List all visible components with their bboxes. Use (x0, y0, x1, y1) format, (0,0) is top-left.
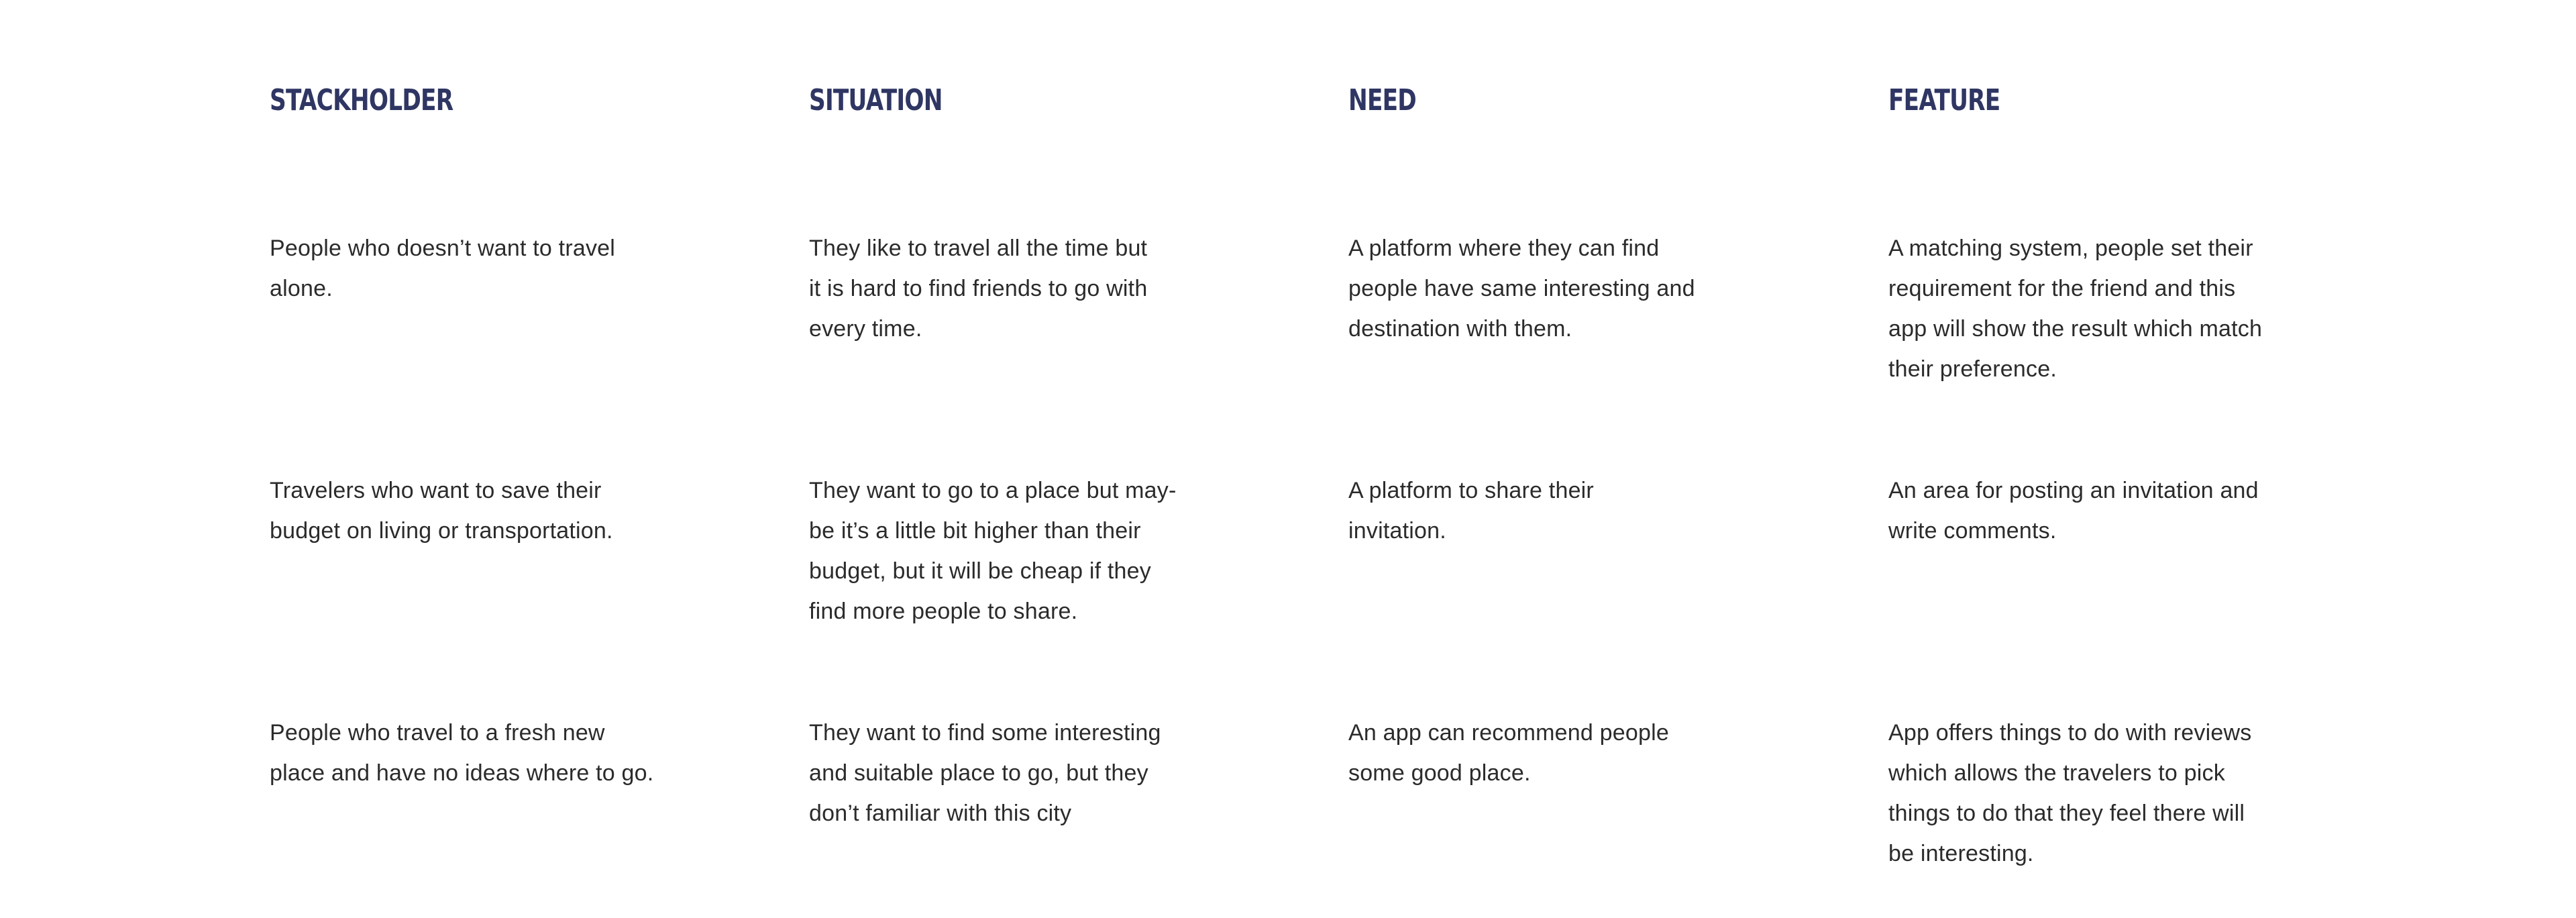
cell-line: People who travel to a fresh new (270, 720, 605, 746)
header-need: NEED (1348, 83, 1416, 117)
cell-need-3 (1348, 713, 1724, 793)
cell-line: people have same interesting and (1348, 276, 1695, 301)
cell-line: Travelers who want to save their (270, 478, 602, 503)
cell-line: which allows the travelers to pick (1888, 760, 2225, 786)
cell-stackholder-2 (270, 470, 645, 551)
cell-line: it is hard to find friends to go with (809, 276, 1148, 301)
cell-line: A platform where they can find (1348, 236, 1660, 261)
cell-situation-3 (809, 713, 1185, 833)
cell-line: things to do that they feel there will (1888, 801, 2245, 826)
cell-stackholder-1 (270, 228, 645, 309)
cell-line: budget, but it will be cheap if they (809, 558, 1151, 584)
cell-line: alone. (270, 276, 333, 301)
cell-line: app will show the result which match (1888, 316, 2263, 342)
cell-line: every time. (809, 316, 922, 342)
cell-line: be interesting. (1888, 841, 2034, 866)
cell-feature-1 (1888, 228, 2264, 389)
cell-line: be it’s a little bit higher than their (809, 518, 1141, 544)
cell-stackholder-3 (270, 713, 654, 793)
cell-need-2 (1348, 470, 1724, 551)
cell-line: They like to travel all the time but (809, 236, 1148, 261)
cell-line: place and have no ideas where to go. (270, 760, 654, 786)
cell-line: A platform to share their (1348, 478, 1594, 503)
cell-line: They want to go to a place but may- (809, 478, 1177, 503)
cell-situation-1 (809, 228, 1185, 349)
cell-line: invitation. (1348, 518, 1446, 544)
cell-line: An app can recommend people (1348, 720, 1669, 746)
cell-line: don’t familiar with this city (809, 801, 1072, 826)
cell-line: An area for posting an invitation and (1888, 478, 2259, 503)
cell-line: A matching system, people set their (1888, 236, 2253, 261)
cell-line: People who doesn’t want to travel (270, 236, 616, 261)
cell-need-1 (1348, 228, 1724, 349)
header-stackholder: STACKHOLDER (270, 83, 453, 117)
cell-line: budget on living or transportation. (270, 518, 613, 544)
cell-line: They want to find some interesting (809, 720, 1161, 746)
cell-line: find more people to share. (809, 599, 1078, 624)
cell-line: App offers things to do with reviews (1888, 720, 2252, 746)
cell-line: some good place. (1348, 760, 1531, 786)
cell-line: and suitable place to go, but they (809, 760, 1148, 786)
cell-feature-3 (1888, 713, 2264, 874)
cell-line: write comments. (1888, 518, 2057, 544)
cell-line: requirement for the friend and this (1888, 276, 2236, 301)
cell-line: their preference. (1888, 356, 2057, 382)
header-feature: FEATURE (1888, 83, 2000, 117)
cell-line: destination with them. (1348, 316, 1572, 342)
cell-situation-2 (809, 470, 1185, 631)
header-situation: SITUATION (809, 83, 943, 117)
cell-feature-2 (1888, 470, 2264, 551)
